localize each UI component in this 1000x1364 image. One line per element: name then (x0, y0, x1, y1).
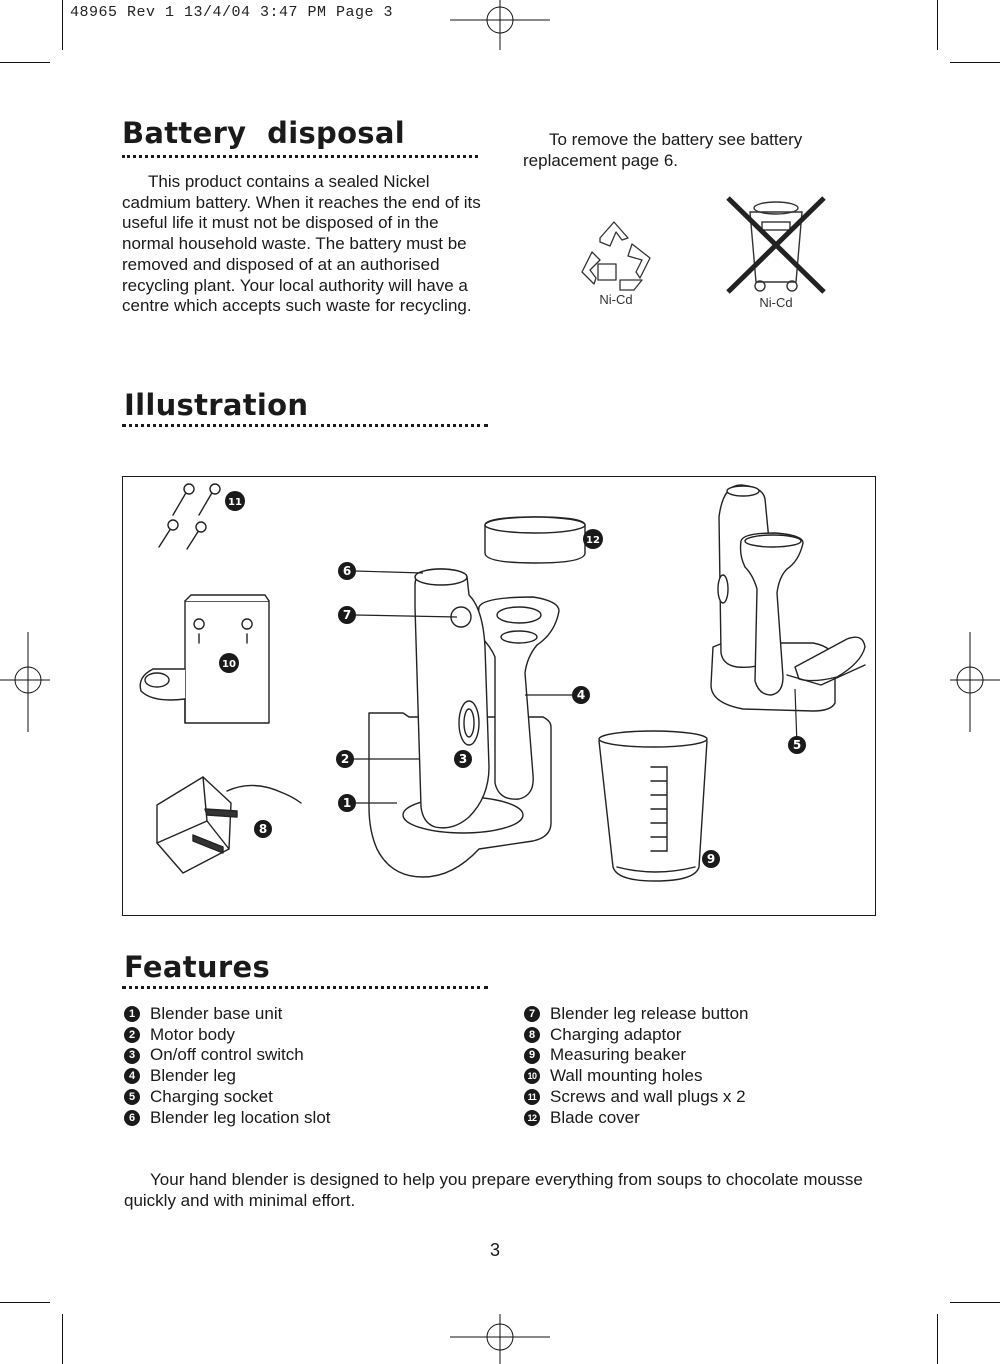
callout-2: 2 (340, 752, 350, 766)
feature-label: Blender leg (150, 1066, 237, 1086)
crop-mark (937, 0, 938, 50)
crop-mark (950, 62, 1000, 63)
callout-10: 10 (222, 659, 236, 670)
registration-mark-top (450, 0, 550, 50)
crop-mark (0, 1302, 50, 1303)
callout-1: 1 (342, 796, 352, 810)
crop-mark (0, 62, 50, 63)
callout-8: 8 (258, 822, 268, 836)
feature-number: 10 (524, 1068, 540, 1084)
feature-item (524, 1108, 748, 1129)
registration-mark-right (950, 632, 1000, 732)
feature-number: 12 (524, 1110, 540, 1126)
recycle-label: Ni-Cd (599, 292, 633, 307)
feature-label: Measuring beaker (550, 1045, 687, 1065)
callout-12: 12 (586, 535, 600, 546)
feature-label: Blender leg location slot (150, 1107, 331, 1127)
feature-item (524, 1087, 748, 1108)
feature-number: 1 (124, 1006, 140, 1022)
recycle-icon (570, 218, 660, 308)
features-heading: Features (124, 950, 271, 984)
product-illustration (122, 476, 876, 916)
feature-item (524, 1004, 748, 1025)
feature-number: 7 (524, 1006, 540, 1022)
page-number: 3 (490, 1240, 501, 1260)
heading-dotted-rule (122, 424, 488, 427)
feature-label: Wall mounting holes (550, 1066, 703, 1086)
feature-label: Motor body (150, 1024, 236, 1044)
crossed-bin-icon (722, 196, 832, 314)
closing-paragraph: Your hand blender is designed to help you prepare everything from soups to chocolate mousse quickly and with minimal effort. (124, 1170, 863, 1210)
feature-label: Blade cover (550, 1107, 640, 1127)
feature-number: 9 (524, 1048, 540, 1064)
battery-disposal-heading: Battery disposal (122, 116, 405, 150)
illustration-heading: Illustration (124, 388, 309, 422)
feature-label: Blender leg release button (550, 1004, 749, 1023)
registration-mark-bottom (450, 1314, 550, 1364)
feature-number: 3 (124, 1048, 140, 1064)
crop-mark (950, 1302, 1000, 1303)
feature-item (524, 1025, 748, 1046)
feature-number: 5 (124, 1089, 140, 1105)
feature-number: 8 (524, 1027, 540, 1043)
feature-item (124, 1004, 331, 1025)
feature-item (124, 1045, 331, 1066)
callout-4: 4 (576, 688, 586, 702)
features-list-right (524, 1004, 748, 1128)
callout-9: 9 (706, 852, 716, 866)
callout-11: 11 (228, 497, 242, 508)
battery-disposal-paragraph: This product contains a sealed Nickel cadmium battery. When it reaches the end of its useful life it must not be disposed of in the normal household waste. The battery must be removed and disposed of at an authorised recycling plant. Your local authority will have a centre which accepts such waste for recycling. (122, 172, 481, 316)
feature-label: On/off control switch (150, 1045, 304, 1065)
registration-mark-left (0, 632, 50, 732)
crop-mark (937, 1314, 938, 1364)
feature-label: Screws and wall plugs x 2 (550, 1086, 746, 1106)
feature-item (124, 1108, 331, 1129)
feature-label: Blender base unit (150, 1004, 283, 1023)
heading-dotted-rule (122, 155, 478, 158)
callout-markers (123, 477, 875, 915)
feature-number: 2 (124, 1027, 140, 1043)
feature-item (524, 1066, 748, 1087)
feature-item (124, 1025, 331, 1046)
callout-5: 5 (792, 738, 802, 752)
heading-dotted-rule (122, 986, 488, 989)
print-slug: 48965 Rev 1 13/4/04 3:47 PM Page 3 (70, 4, 394, 21)
feature-label: Charging adaptor (550, 1024, 682, 1044)
features-list-left (124, 1004, 331, 1128)
crop-mark (62, 0, 63, 50)
callout-6: 6 (342, 564, 352, 578)
bin-label: Ni-Cd (759, 295, 793, 310)
callout-7: 7 (342, 608, 352, 622)
feature-number: 11 (524, 1089, 540, 1105)
feature-item (124, 1066, 331, 1087)
feature-label: Charging socket (150, 1086, 273, 1106)
feature-item (124, 1087, 331, 1108)
callout-3: 3 (458, 752, 468, 766)
feature-number: 6 (124, 1110, 140, 1126)
feature-item (524, 1045, 748, 1066)
feature-number: 4 (124, 1068, 140, 1084)
battery-removal-note: To remove the battery see battery replacement page 6. (523, 130, 803, 170)
crop-mark (62, 1314, 63, 1364)
